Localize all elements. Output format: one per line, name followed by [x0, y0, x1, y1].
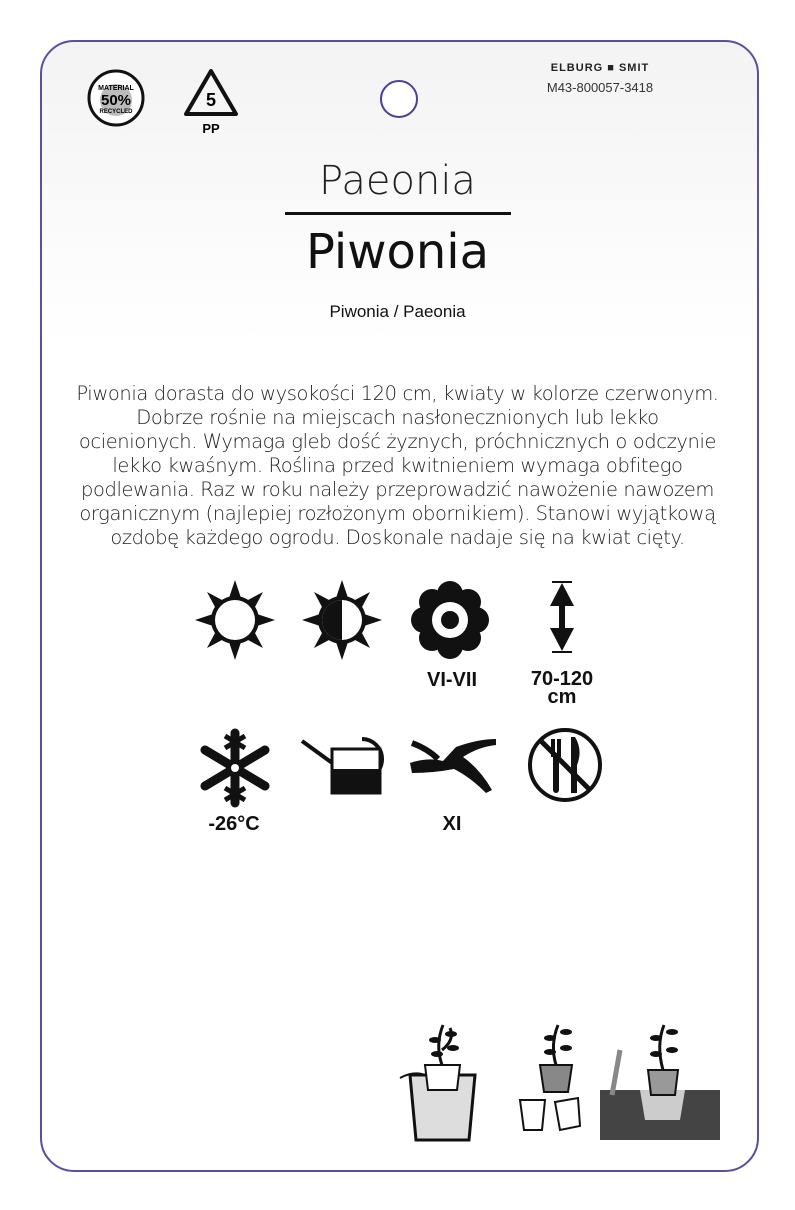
hardiness-temp: -26°C: [208, 813, 260, 835]
recycled-material-badge: [86, 68, 146, 128]
height-value: 70-120: [530, 668, 594, 690]
planting-instructions-illustration: [395, 1020, 725, 1145]
description-line: lekko kwaśnym. Roślina przed kwitnieniem wymaga obfitego: [112, 454, 683, 477]
description-line: Piwonia dorasta do wysokości 120 cm, kwiaty w kolorze czerwonym.: [76, 382, 719, 405]
description: [60, 382, 735, 550]
snowflake-icon: [195, 728, 275, 808]
step-unpot-icon: [520, 1025, 580, 1130]
svg-text:PP: PP: [202, 121, 220, 136]
description-line: organicznym (najlepiej rozłożonym obornikiem). Stanowi wyjątkową: [79, 502, 716, 525]
full-sun-icon: [195, 580, 275, 660]
partial-shade-icon: [302, 580, 382, 660]
latin-name: Paeonia: [319, 158, 476, 204]
subtitle: Piwonia / Paeonia: [329, 302, 466, 321]
product-code: M43-800057-3418: [546, 80, 654, 95]
description-line: ocienionych. Wymaga gleb dość żyznych, próchnicznych o odczynie: [78, 430, 717, 453]
svg-text:5: 5: [205, 90, 217, 110]
recycle-pp-icon: [180, 66, 242, 136]
step-pot-icon: [400, 1025, 475, 1140]
pruning-shears-icon: [408, 735, 498, 795]
description-line: Dobrze rośnie na miejscach nasłonecznionych lub lekko: [136, 406, 659, 429]
not-edible-icon: [525, 725, 605, 805]
hang-hole: [380, 80, 418, 118]
step-plant-in-ground-icon: [600, 1025, 720, 1140]
flower-icon: [410, 580, 490, 660]
svg-text:MATERIAL: MATERIAL: [98, 85, 134, 92]
description-line: podlewania. Raz w roku należy przeprowadzić nawożenie nawozem: [80, 478, 715, 501]
flowering-period: VI-VII: [426, 669, 477, 691]
watering-can-icon: [300, 735, 385, 795]
height-range: [507, 670, 617, 706]
divider: [285, 212, 511, 215]
description-line: ozdobę każdego ogrodu. Doskonale nadaje się na kwiat cięty.: [110, 526, 685, 549]
pruning-month: XI: [442, 813, 462, 835]
brand-logo: ELBURG ■ SMIT: [550, 62, 650, 74]
svg-text:RECYCLED: RECYCLED: [99, 109, 133, 115]
height-arrow-icon: [545, 580, 579, 654]
plant-label: [40, 40, 759, 1172]
common-name: Piwonia: [305, 224, 490, 280]
height-unit: cm: [547, 686, 577, 708]
svg-text:50%: 50%: [100, 92, 132, 109]
